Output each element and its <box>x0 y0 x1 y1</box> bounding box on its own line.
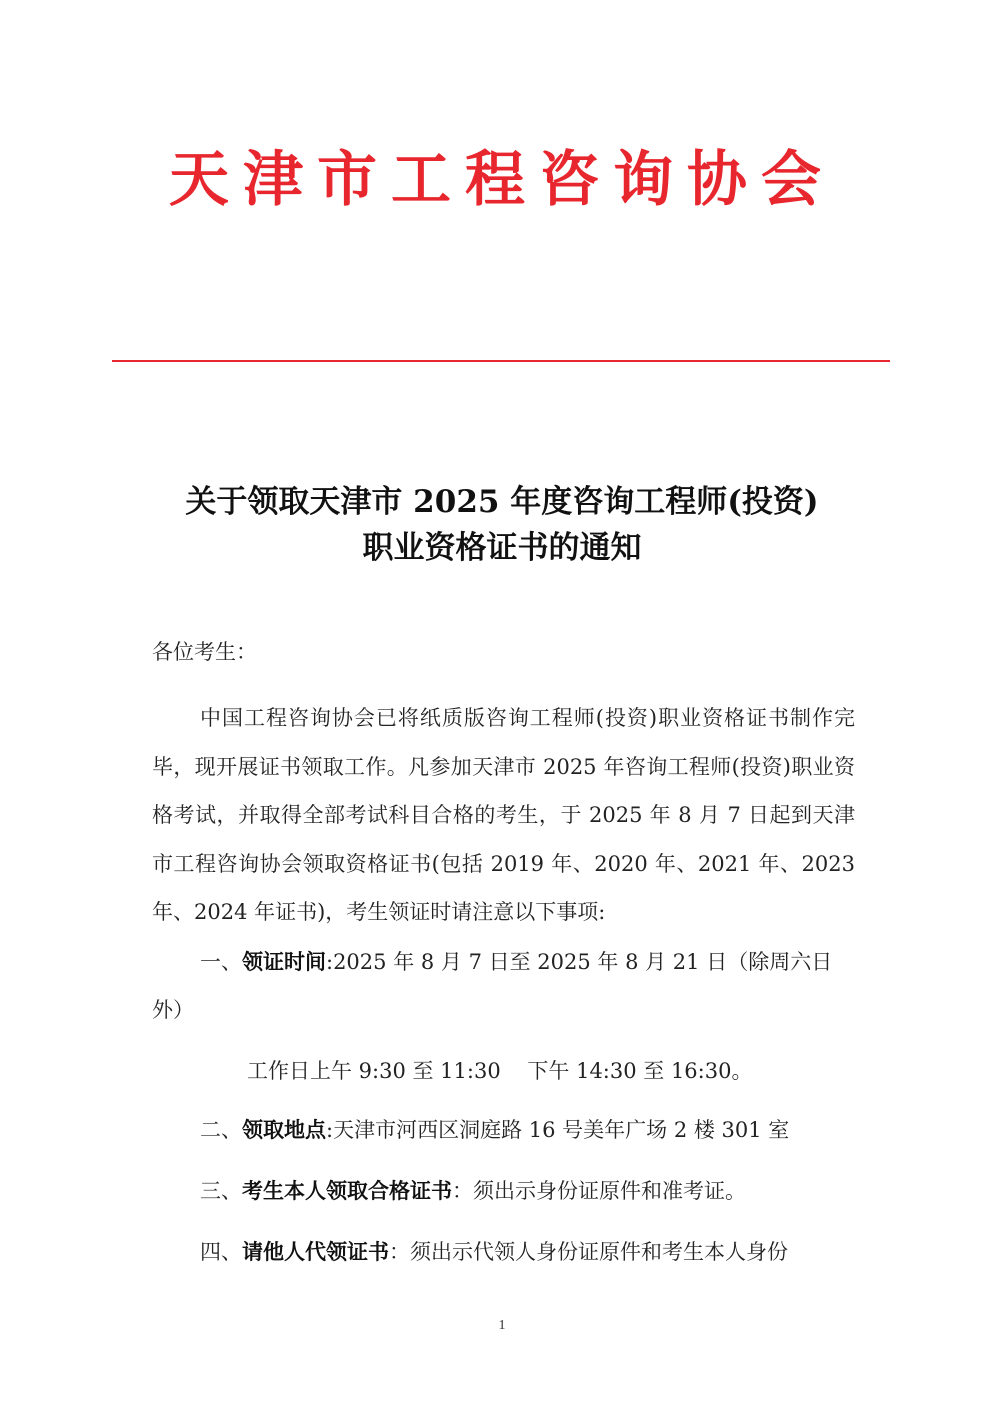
greeting: 各位考生： <box>152 640 257 664</box>
item-text: ：须出示身份证原件和准考证。 <box>452 1179 746 1203</box>
notice-title-line1: 关于领取天津市 2025 年度咨询工程师(投资) <box>185 484 819 520</box>
item-text: :天津市河西区洞庭路 16 号美年广场 2 楼 301 室 <box>326 1118 790 1142</box>
red-divider <box>112 360 890 362</box>
item-prefix: 三、 <box>200 1179 242 1203</box>
notice-title-line2: 职业资格证书的通知 <box>362 530 642 566</box>
item-self-collection <box>152 1167 855 1215</box>
item-label: 请他人代领证书 <box>242 1239 389 1264</box>
item-location <box>152 1106 855 1154</box>
item-text: ：须出示代领人身份证原件和考生本人身份 <box>389 1240 788 1264</box>
masthead-org-name: 天津市工程咨询协会 <box>169 145 835 215</box>
item-label: 领取地点 <box>242 1117 326 1142</box>
item-collection-time <box>152 938 855 1034</box>
intro-paragraph: 中国工程咨询协会已将纸质版咨询工程师(投资)职业资格证书制作完毕，现开展证书领取工作。凡参加天津市 2025 年咨询工程师(投资)职业资格考试，并取得全部考试科目合格的考生，于 2025 年 8 月 7 日起到天津市工程咨询协会领取资格证书(包括 2019 年、2020 年、2021 年、2023 年、2024 年证书)，考生领证时请注意以下事项: <box>152 706 855 924</box>
page-number: 1 <box>498 1318 506 1333</box>
item-proxy-collection <box>152 1228 855 1276</box>
item-prefix: 一、 <box>200 950 242 974</box>
item-prefix: 四、 <box>200 1240 242 1264</box>
item-prefix: 二、 <box>200 1118 242 1142</box>
item-text: :2025 年 8 月 7 日至 2025 年 8 月 21 日（除周六日外） <box>152 950 833 1022</box>
item-label: 领证时间 <box>242 949 326 974</box>
item-label: 考生本人领取合格证书 <box>242 1178 452 1203</box>
office-hours: 工作日上午 9:30 至 11:30 下午 14:30 至 16:30。 <box>247 1059 753 1083</box>
